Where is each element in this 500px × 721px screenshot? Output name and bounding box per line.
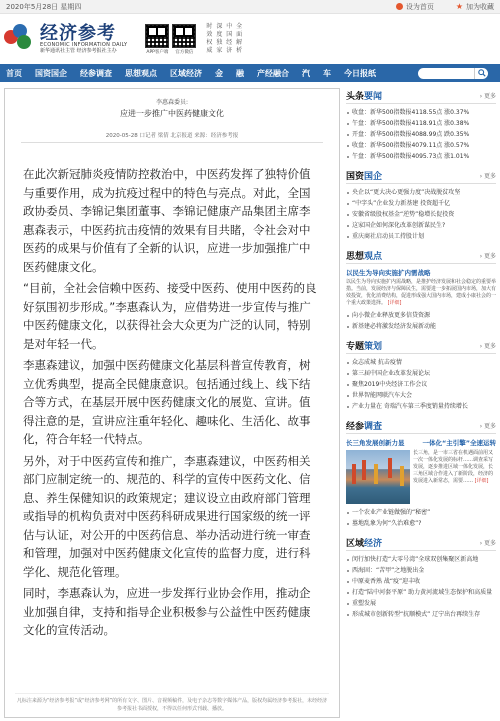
set-home-link[interactable] bbox=[396, 2, 434, 12]
set-home-label: 设为首页 bbox=[405, 2, 434, 11]
section-title-a: 区域 bbox=[346, 539, 365, 549]
article-paragraph: 同时，李惠森认为，应进一步发挥行业协会作用，推动企业加强自律，支持和指导企业积极参与公益性中医药健康文化的宣传活动。 bbox=[23, 586, 311, 637]
logo-icon[interactable] bbox=[4, 24, 34, 54]
slogan bbox=[206, 23, 243, 55]
section-header bbox=[346, 248, 496, 264]
list-item[interactable]: 一个农业产业链做强的“秘密” bbox=[346, 507, 496, 518]
more-link[interactable]: › 更多 bbox=[479, 540, 496, 547]
section-title-a: 思想 bbox=[346, 252, 365, 262]
special-list bbox=[346, 354, 496, 412]
nav-todays-paper[interactable]: 今日报纸 bbox=[344, 68, 376, 78]
list-item[interactable]: 安徽省级股权基金“逆势”稳增长促投资 bbox=[346, 209, 496, 220]
list-item[interactable]: 闵行加快打造“大零号湾”全球双创集聚区新高地 bbox=[346, 554, 496, 565]
nav-survey[interactable]: 经参调查 bbox=[80, 68, 112, 78]
list-item[interactable]: “中字头”企业发力新基建 投资超千亿 bbox=[346, 198, 496, 209]
views-list bbox=[346, 307, 496, 332]
article-kicker: 李惠森委员: bbox=[155, 99, 189, 106]
nav-finance-1[interactable]: 金 bbox=[215, 68, 223, 78]
article-paragraph: “目前，全社会信赖中医药、接受中医药、使用中医药的良好氛围初步形成。”李惠森认为，应借势进一步宣传与推广中医药健康文化，以获得社会大众更为广泛的认同，特别是对年轻一代。 bbox=[23, 281, 317, 351]
app-qr-code bbox=[145, 24, 169, 48]
regional-list bbox=[346, 551, 496, 620]
search-input[interactable] bbox=[418, 68, 474, 79]
section-views bbox=[346, 248, 496, 332]
sidebar bbox=[346, 88, 496, 718]
current-date: 2020年5月28日 星期四 bbox=[6, 2, 82, 11]
more-link[interactable]: › 更多 bbox=[479, 253, 496, 260]
add-favorite-label: 加为收藏 bbox=[466, 2, 494, 11]
list-item[interactable]: 聚焦2019中央经济工作会议 bbox=[346, 379, 496, 390]
section-header bbox=[346, 418, 496, 434]
search-box bbox=[418, 68, 488, 79]
list-item[interactable]: 世界智能网联汽车大会 bbox=[346, 390, 496, 401]
list-item[interactable]: 重庆商社启动员工持股计划 bbox=[346, 231, 496, 242]
views-lead-title[interactable]: 以民生为导向实施扩内需战略 bbox=[346, 269, 431, 277]
nav-auto-1[interactable]: 汽 bbox=[302, 68, 310, 78]
add-favorite-link[interactable] bbox=[456, 2, 494, 12]
top-bar bbox=[0, 0, 500, 14]
list-item[interactable]: 向小微企业释放更多信贷资源 bbox=[346, 310, 496, 321]
home-icon bbox=[396, 3, 403, 10]
wechat-qr-label: 官方微信 bbox=[175, 49, 194, 55]
main-nav bbox=[0, 64, 500, 82]
article-paragraph: 在此次新冠肺炎疫情防控救治中，中医药发挥了独特价值与重要作用，成为抗疫过程中的特色与亮点。对此，全国政协委员、李锦记集团董事、李锦记健康产品集团主席李惠森表示，中医药抗击疫情的效果有目共睹，令社会对中医药的成果与价值有了全新的认识，应进一步加强推广中医药健康文化。 bbox=[23, 167, 311, 274]
section-title-a: 头条 bbox=[346, 92, 365, 102]
headline-list bbox=[346, 104, 496, 162]
copyright-notice: 凡标注来源为“经济参考报”或“经济参考网”的所有文字、图片、音视频稿件，及电子杂志等数字媒体产品，版权均属经济参考报社，未经经济参考报社书面授权，不得以任何形式刊载、播放。 bbox=[15, 693, 329, 713]
survey-feature-title[interactable] bbox=[346, 438, 496, 447]
section-header bbox=[346, 535, 496, 551]
nav-industry[interactable]: 产经融合 bbox=[257, 68, 289, 78]
app-qr-label: APP客户端 bbox=[146, 49, 169, 55]
list-item[interactable]: 中原麦香熟 战“疫”迎丰收 bbox=[346, 576, 496, 587]
qr-codes bbox=[145, 24, 196, 55]
site-header bbox=[0, 14, 500, 64]
logo-english: ECONOMIC INFORMATION DAILY bbox=[40, 42, 128, 49]
list-item[interactable]: 央企以“更大决心更强力度”决战脱贫攻坚 bbox=[346, 187, 496, 198]
section-title-b: 经济 bbox=[364, 539, 383, 549]
port-photo[interactable] bbox=[346, 450, 410, 504]
section-special bbox=[346, 338, 496, 412]
list-item[interactable]: 收盘：新华500指数报4079.11点 涨0.57% bbox=[346, 140, 496, 151]
survey-feature-title-left: 长三角发展创新力显 bbox=[346, 439, 405, 447]
nav-regional[interactable]: 区域经济 bbox=[170, 68, 202, 78]
section-header bbox=[346, 88, 496, 104]
list-item[interactable]: 形成城市创新转型“抗顺模式” 辽宁出台再续生存 bbox=[346, 609, 496, 620]
logo-title: 经济参考 bbox=[40, 22, 116, 44]
survey-summary bbox=[413, 450, 496, 504]
section-title-a: 国资 bbox=[346, 172, 365, 182]
nav-auto-2[interactable]: 车 bbox=[323, 68, 331, 78]
views-summary-text: 以民生为导向实施扩内需战略，是推护经济发展和社会稳定的重要举措。当前，发展经济与保障民生，需要进一步拓展国内市场，加大有效投资，优化消费结构，促进形成强大国内市场，建成小康社会的一个重大政策选择。 bbox=[346, 279, 497, 306]
list-item[interactable]: 众志成城 抗击疫情 bbox=[346, 357, 496, 368]
nav-finance-2[interactable]: 融 bbox=[236, 68, 244, 78]
list-item[interactable]: 收盘：新华500指数报4118.55点 涨0.37% bbox=[346, 107, 496, 118]
list-item[interactable]: 产业力量在 奇瑞汽车第三季度销量持续增长 bbox=[346, 401, 496, 412]
site-logo[interactable] bbox=[40, 24, 127, 55]
nav-home[interactable]: 首页 bbox=[6, 68, 22, 78]
logo-subtitle: 新华通讯社主管 经济参考报社主办 bbox=[40, 47, 117, 54]
section-headlines bbox=[346, 88, 496, 162]
main-content bbox=[0, 82, 500, 718]
slogan-line: 时 深 中 全 bbox=[206, 22, 244, 30]
list-item[interactable]: 墓地乱象为何“久治难愈”? bbox=[346, 518, 496, 529]
nav-soe[interactable]: 国资国企 bbox=[35, 68, 67, 78]
more-link[interactable]: › 更多 bbox=[479, 173, 496, 180]
list-item[interactable]: 第三届中国企业改革发展论坛 bbox=[346, 368, 496, 379]
slogan-line: 效 度 国 面 bbox=[206, 30, 244, 38]
article-panel bbox=[4, 88, 340, 718]
section-survey bbox=[346, 418, 496, 529]
section-regional bbox=[346, 535, 496, 620]
list-item[interactable]: 午盘：新华500指数报4095.73点 涨1.01% bbox=[346, 151, 496, 162]
list-item[interactable]: 打造“陆中河套平原” 助力黄河流域生态保护和高质量 bbox=[346, 587, 496, 598]
more-link[interactable]: › 更多 bbox=[479, 93, 496, 100]
survey-feature bbox=[346, 450, 496, 504]
survey-detail-link[interactable]: [详细] bbox=[474, 478, 489, 484]
article-paragraph: 另外，对于中医药宣传和推广，李惠森建议，中医药相关部门应制定统一的、规范的、科学的宣传中医药文化、信息、养生保健知识的政策规定；建议设立由政府部门管理或指导的机构负责对中医药科研成果进行国家级的统一评估与认证，对公开的中医药信息、举办活动进行统一审查和管理，加强对中医药健康文化宣传的监督力度，进行科学化、规范化管理。 bbox=[23, 453, 311, 579]
views-detail-link[interactable]: [详细] bbox=[387, 300, 402, 306]
search-button[interactable] bbox=[474, 68, 488, 79]
nav-views[interactable]: 思想观点 bbox=[125, 68, 157, 78]
star-icon: ★ bbox=[455, 2, 463, 11]
list-item[interactable]: 新基建必将激发经济发展新动能 bbox=[346, 321, 496, 332]
search-icon bbox=[478, 69, 486, 77]
more-link[interactable]: › 更多 bbox=[479, 423, 496, 430]
section-header bbox=[346, 338, 496, 354]
section-header bbox=[346, 168, 496, 184]
list-item[interactable]: 西海固：“苦甲”之地脱出金 bbox=[346, 565, 496, 576]
article-meta: 2020-05-28 口记者 梁倩 北京报道 来源：经济参考报 bbox=[21, 131, 323, 143]
survey-feature-title-right: 一体化“主引擎”全速运转 bbox=[422, 439, 496, 447]
section-title-a: 专题 bbox=[346, 342, 365, 352]
article-title: 应进一步推广中医药健康文化 bbox=[120, 109, 224, 118]
section-title-b: 国企 bbox=[364, 172, 383, 182]
list-item[interactable]: 开盘：新华500指数报4088.99点 跌0.35% bbox=[346, 129, 496, 140]
list-item[interactable]: 这家国企如何深化改革创新谋民生? bbox=[346, 220, 496, 231]
section-title-b: 策划 bbox=[364, 342, 383, 352]
section-title-b: 调查 bbox=[364, 422, 383, 432]
views-summary bbox=[346, 279, 496, 307]
list-item[interactable]: 重塑发展 bbox=[346, 598, 496, 609]
soe-list bbox=[346, 184, 496, 242]
section-title-b: 观点 bbox=[364, 252, 383, 262]
article-body bbox=[5, 143, 339, 640]
survey-summary-text: 长三角，是一市三省在机遇面前用又一次一体化发展的标杆……调查采写发展，逐步推进区域一体化发展，长三角区域合作进入了新阶段，经济的发展进入新常态，需要…… bbox=[413, 450, 494, 484]
more-link[interactable]: › 更多 bbox=[479, 343, 496, 350]
section-soe bbox=[346, 168, 496, 242]
list-item[interactable]: 午盘：新华500指数报4118.91点 涨0.38% bbox=[346, 118, 496, 129]
section-title-a: 经参 bbox=[346, 422, 365, 432]
slogan-line: 权 独 经 解 bbox=[206, 39, 244, 46]
article-paragraph: 李惠森建议，加强中医药健康文化基层科普宣传教育，树立优秀典型，提高全民健康意识。包括通过线上、线下结合等方式，在基层开展中医药健康文化的展览、宣讲。值得注意的是，宣讲应注重年轻化、趣味化、生活化、故事化，符合年轻一代特点。 bbox=[23, 358, 311, 446]
section-title-b: 要闻 bbox=[364, 92, 383, 102]
slogan-line: 威 家 济 析 bbox=[206, 47, 244, 55]
top-links bbox=[396, 2, 494, 12]
wechat-qr-code bbox=[172, 24, 196, 48]
survey-list bbox=[346, 504, 496, 529]
